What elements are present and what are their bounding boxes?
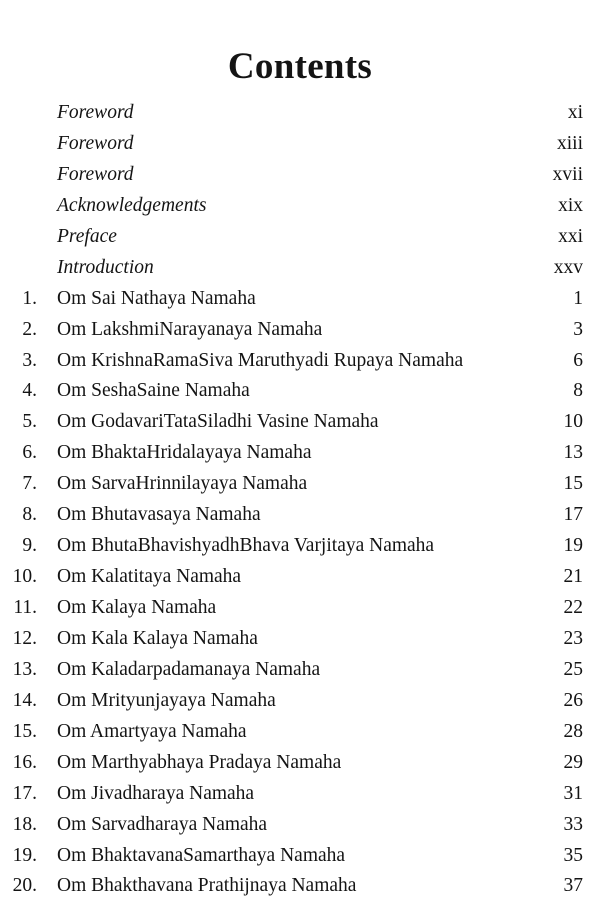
entry-page-number: 29 <box>563 751 583 773</box>
entry-title: Acknowledgements <box>57 194 207 216</box>
toc-entry-chapter-6[interactable] <box>0 438 600 469</box>
entry-page-number: 22 <box>563 597 583 618</box>
toc-entry-chapter-15[interactable] <box>0 717 600 748</box>
entry-page-number: 33 <box>563 813 583 835</box>
entry-page-number: 8 <box>573 380 583 402</box>
chapter-title: Om Bhakthavana Prathijnaya Namaha <box>57 875 357 897</box>
entry-page-number: xi <box>567 102 583 123</box>
toc-entry-chapter-10[interactable] <box>0 562 600 593</box>
entry-title: Introduction <box>57 256 154 278</box>
entry-page-number: 1 <box>573 287 583 309</box>
chapter-title: Om LakshmiNarayanaya Namaha <box>57 318 323 340</box>
chapter-number: 10. <box>12 566 37 588</box>
toc-entry-chapter-9[interactable] <box>0 531 600 562</box>
entry-title: Foreword <box>57 132 134 154</box>
chapter-number: 15. <box>12 720 37 742</box>
chapter-title: Om Kala Kalaya Namaha <box>57 627 258 649</box>
chapter-number: 20. <box>12 875 37 897</box>
chapter-title: Om Kalatitaya Namaha <box>57 566 242 588</box>
entry-page-number: 19 <box>563 535 583 557</box>
toc-entry-chapter-7[interactable] <box>0 469 600 500</box>
chapter-title: Om BhutaBhavishyadhBhava Varjitaya Namaha <box>57 535 435 557</box>
entry-page-number: 31 <box>563 782 583 804</box>
toc-entry-foreword-1[interactable] <box>0 98 600 129</box>
chapter-number: 12. <box>12 627 37 649</box>
chapter-title: Om Bhutavasaya Namaha <box>57 504 261 526</box>
toc-entry-chapter-12[interactable] <box>0 624 600 655</box>
chapter-title: Om GodavariTataSiladhi Vasine Namaha <box>57 411 379 433</box>
chapter-number: 17. <box>12 782 37 804</box>
chapter-title: Om Marthyabhaya Pradaya Namaha <box>57 751 342 773</box>
chapter-title: Om KrishnaRamaSiva Maruthyadi Rupaya Namaha <box>57 349 464 371</box>
toc-entry-foreword-3[interactable] <box>0 160 600 191</box>
chapter-number: 9. <box>22 535 37 557</box>
chapter-number: 8. <box>22 504 37 526</box>
entry-page-number: 26 <box>563 689 583 711</box>
toc-entry-chapter-4[interactable] <box>0 376 600 407</box>
entry-page-number: 17 <box>563 504 583 526</box>
chapter-number: 19. <box>12 844 37 866</box>
chapter-title: Om Amartyaya Namaha <box>57 720 247 742</box>
entry-page-number: 21 <box>563 566 583 588</box>
entry-page-number: 13 <box>563 442 583 464</box>
chapter-number: 13. <box>12 658 37 680</box>
chapter-title: Om SarvaHrinnilayaya Namaha <box>57 473 308 495</box>
chapter-number: 1. <box>22 287 37 309</box>
chapter-number: 2. <box>22 318 37 340</box>
entry-page-number: 23 <box>563 627 583 649</box>
toc-entry-chapter-11[interactable] <box>0 593 600 624</box>
toc-entry-chapter-19[interactable] <box>0 841 600 872</box>
entry-title: Foreword <box>57 102 134 123</box>
entry-page-number: xxv <box>553 256 583 278</box>
toc-entry-chapter-18[interactable] <box>0 810 600 841</box>
entry-page-number: xxi <box>558 225 583 247</box>
chapter-number: 16. <box>12 751 37 773</box>
toc-entry-chapter-14[interactable] <box>0 686 600 717</box>
chapter-title: Om SeshaSaine Namaha <box>57 380 250 402</box>
chapter-title: Om BhaktaHridalayaya Namaha <box>57 442 312 464</box>
chapter-number: 4. <box>22 380 37 402</box>
table-of-contents <box>0 98 600 902</box>
chapter-number: 11. <box>13 597 37 618</box>
entry-page-number: xix <box>558 194 583 216</box>
chapter-number: 3. <box>22 349 37 371</box>
toc-entry-acknowledgements[interactable] <box>0 191 600 222</box>
toc-entry-introduction[interactable] <box>0 253 600 284</box>
entry-page-number: 10 <box>563 411 583 433</box>
toc-entry-chapter-16[interactable] <box>0 748 600 779</box>
toc-entry-chapter-2[interactable] <box>0 315 600 346</box>
chapter-number: 5. <box>22 411 37 433</box>
chapter-title: Om Mrityunjayaya Namaha <box>57 689 276 711</box>
chapter-number: 14. <box>12 689 37 711</box>
chapter-title: Om Sarvadharaya Namaha <box>57 813 268 835</box>
entry-title: Preface <box>57 225 117 247</box>
entry-title: Foreword <box>57 163 134 185</box>
toc-entry-foreword-2[interactable] <box>0 129 600 160</box>
entry-page-number: 25 <box>563 658 583 680</box>
entry-page-number: xiii <box>556 132 583 154</box>
entry-page-number: 15 <box>563 473 583 495</box>
toc-entry-chapter-20[interactable] <box>0 871 600 902</box>
toc-entry-chapter-5[interactable] <box>0 407 600 438</box>
toc-entry-chapter-1[interactable] <box>0 284 600 315</box>
chapter-number: 7. <box>22 473 37 495</box>
entry-page-number: 35 <box>563 844 583 866</box>
toc-entry-chapter-17[interactable] <box>0 779 600 810</box>
chapter-title: Om Kaladarpadamanaya Namaha <box>57 658 321 680</box>
chapter-title: Om BhaktavanaSamarthaya Namaha <box>57 844 346 866</box>
entry-page-number: 6 <box>573 349 583 371</box>
entry-page-number: 37 <box>563 875 583 897</box>
toc-entry-chapter-8[interactable] <box>0 500 600 531</box>
chapter-title: Om Jivadharaya Namaha <box>57 782 255 804</box>
chapter-number: 6. <box>22 442 37 464</box>
toc-entry-chapter-3[interactable] <box>0 346 600 377</box>
entry-page-number: xvii <box>552 163 583 185</box>
page-title: Contents <box>227 45 373 87</box>
entry-page-number: 3 <box>573 318 583 340</box>
chapter-title: Om Kalaya Namaha <box>57 597 217 618</box>
toc-entry-preface[interactable] <box>0 222 600 253</box>
chapter-title: Om Sai Nathaya Namaha <box>57 287 256 309</box>
toc-entry-chapter-13[interactable] <box>0 655 600 686</box>
entry-page-number: 28 <box>563 720 583 742</box>
chapter-number: 18. <box>12 813 37 835</box>
